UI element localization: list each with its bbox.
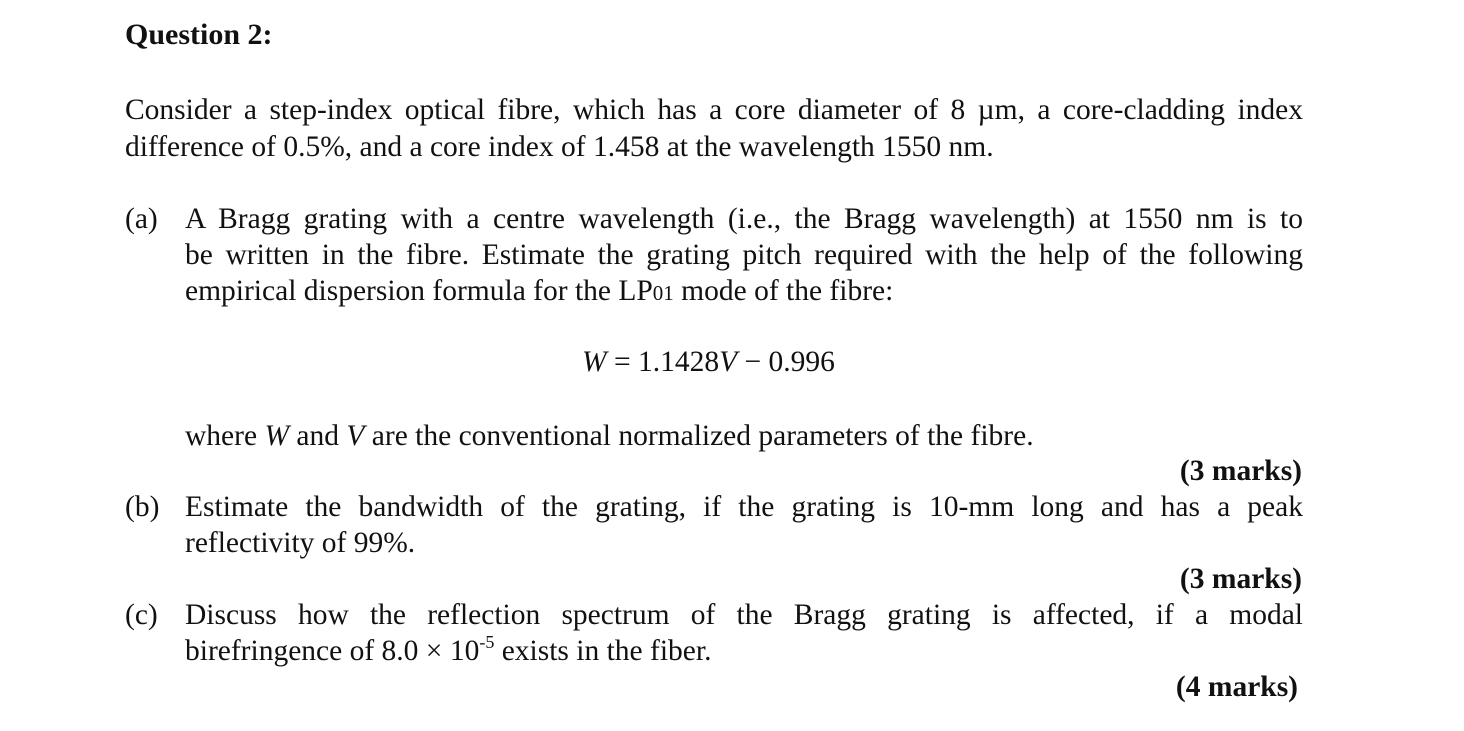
part-a-text xyxy=(185,201,1303,311)
part-a-where xyxy=(185,418,1303,454)
exponent-superscript: -5 xyxy=(479,632,495,652)
where-start: where xyxy=(185,420,265,452)
part-a-line-3-start: empirical dispersion formula for the LP xyxy=(185,275,653,307)
part-c-text xyxy=(185,597,1303,669)
intro-line-1: Consider a step-index optical fibre, which has a core diameter of 8 µm, a core-cladding index xyxy=(125,94,1303,126)
equation-coefficient: = 1.1428 xyxy=(606,346,720,378)
part-b-marks: (3 marks) xyxy=(1179,563,1302,595)
where-w: W xyxy=(264,420,290,452)
part-a-line-3-end: mode of the fibre: xyxy=(673,275,894,307)
part-b-line-2: reflectivity of 99%. xyxy=(185,527,416,559)
part-c-line-1: Discuss how the reflection spectrum of the Bragg grating is affected, if a modal xyxy=(185,599,1303,631)
equation-v: V xyxy=(719,346,738,378)
part-a-line-2: be written in the fibre. Estimate the grating pitch required with the help of the following xyxy=(185,239,1303,271)
question-title: Question 2: xyxy=(125,18,273,51)
equation-constant: − 0.996 xyxy=(737,346,835,378)
part-a-line-1: A Bragg grating with a centre wavelength (i.e., the Bragg wavelength) at 1550 nm is to xyxy=(185,203,1303,235)
equation-w: W xyxy=(582,346,607,378)
part-c-label: (c) xyxy=(125,599,158,631)
where-end: are the conventional normalized parameters of the fibre. xyxy=(364,420,1034,452)
part-b-text xyxy=(185,489,1303,561)
intro-line-2: difference of 0.5%, and a core index of 1.458 at the wavelength 1550 nm. xyxy=(125,131,994,163)
part-a-line-3 xyxy=(185,273,1303,311)
part-b-line-1: Estimate the bandwidth of the grating, if the grating is 10-mm long and has a peak xyxy=(185,491,1303,523)
part-a-marks: (3 marks) xyxy=(1179,455,1302,487)
part-a-label: (a) xyxy=(125,203,158,235)
where-v: V xyxy=(346,420,365,452)
dispersion-equation xyxy=(582,344,835,380)
part-c-line-2 xyxy=(185,633,1303,669)
part-c-line-2-start: birefringence of 8.0 × 10 xyxy=(185,635,480,667)
where-and: and xyxy=(289,420,347,452)
part-b-label: (b) xyxy=(125,491,160,523)
question-intro xyxy=(125,92,1303,166)
part-c-line-2-end: exists in the fiber. xyxy=(494,635,712,667)
lp-mode-subscript: 01 xyxy=(652,281,674,305)
part-c-marks: (4 marks) xyxy=(1175,671,1298,703)
